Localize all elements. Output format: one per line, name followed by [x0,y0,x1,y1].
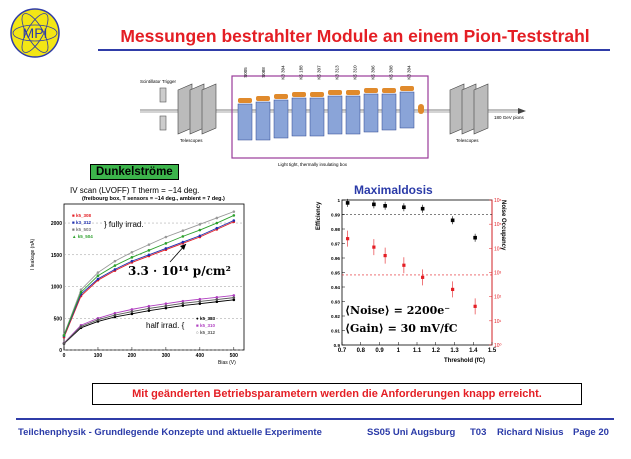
eff-xtick-label: 0.7 [337,348,347,354]
noise-point [421,276,424,279]
legend-entry: k5_310 [199,323,215,328]
iv-point-k5_312 [63,342,66,345]
iv-point-k5_312 [165,305,168,308]
telescopes-left-label: Telescopes [180,138,203,143]
telescopes-right-label: Telescopes [456,138,479,143]
box-label: Light tight, thermally insulating box [278,162,348,167]
eff-xtick-label: 0.8 [356,348,365,354]
eff-xtick-label: 0.9 [375,348,384,354]
iv-point-k3_312 [97,278,100,281]
iv-point-k5_312 [131,310,134,313]
module-label: K5 310 [352,65,358,80]
gain-label: ⟨Gain⟩ = 30 mV/fC [345,322,458,335]
iv-point-k5_383 [182,304,185,307]
iv-point-k5_383 [131,313,134,316]
footer-section: T03 [470,427,487,438]
iv-point-k5_312 [80,325,83,328]
efficiency-point [451,219,455,223]
iv-point-k5_312 [216,298,219,301]
noise-ytick-label: 10² [494,294,502,301]
iv-xtick-label: 100 [93,353,103,359]
legend-entry: k3_312 [75,220,91,225]
noise-point [474,305,477,308]
iv-point-k5_503 [216,217,219,220]
iv-point-k5_503 [80,288,83,291]
iv-xtick-label: 300 [161,353,171,359]
eff-ytick-label: 0.99 [331,212,340,218]
module-label: K5 306 [370,65,376,80]
eff-xtick-label: 1.5 [487,348,497,354]
legend-marker: ■ [196,323,200,328]
iv-point-k5_503 [114,260,117,263]
iv-legend-bottom [196,315,215,336]
noise-point [384,254,387,257]
iv-point-k5_503 [199,223,202,226]
noise-label: ⟨Noise⟩ = 2200e⁻ [345,304,451,317]
mpi-logo [8,6,62,60]
iv-point-k5_504 [114,264,117,267]
legend-entry: k5_504 [77,234,93,239]
module-label: K5 188 [298,65,304,80]
page-title: Messungen bestrahlter Module an einem Pion-Teststrahl [120,26,590,46]
module-label: K5 308 [388,65,394,80]
module-label: S088 [260,67,266,78]
iv-point-k3_312 [182,241,185,244]
iv-point-k5_504 [63,334,66,337]
iv-point-k5_310 [165,302,168,305]
efficiency-point [383,204,387,208]
iv-point-k5_310 [233,294,236,297]
beam-label: 180 GeV pions [494,115,524,120]
noise-occupancy-ylabel: Noise Occupancy [500,200,506,251]
iv-point-k5_310 [199,298,202,301]
eff-ytick-label: 0.97 [331,241,340,247]
setup-diagram [120,58,540,176]
iv-point-k5_312 [148,307,151,310]
dunkelstroeme-label: Dunkelströme [90,164,179,180]
legend-marker: ■ [72,213,76,218]
module-label: K3 313 [334,65,340,80]
legend-marker: ○ [196,330,200,335]
iv-point-k5_312 [233,296,236,299]
footer-course: Teilchenphysik - Grundlegende Konzepte und aktuelle Experimente [18,427,322,438]
iv-point-k5_504 [182,235,185,238]
trigger-label: Scintillator Trigger [140,79,177,84]
half-irrad-label: half irrad. { [146,321,185,330]
threshold-xlabel: Threshold (fC) [444,358,485,364]
iv-ytick-label: 1000 [50,284,62,291]
module-label: S005 [242,67,248,78]
efficiency-point [473,236,477,240]
iv-legend-top [72,212,93,240]
legend-marker: ▲ [72,234,78,239]
eff-ytick-label: 0.94 [331,284,340,290]
iv-point-k5_503 [131,251,134,254]
efficiency-point [346,201,350,205]
logo-text: MPI [22,25,48,41]
iv-point-k5_504 [216,222,219,225]
legend-marker: ■ [72,227,76,232]
legend-entry: k5_503 [75,227,91,232]
iv-xtick-label: 400 [195,353,205,359]
noise-ytick-label: 10⁵ [494,222,502,229]
module-label: K5 307 [316,65,322,80]
eff-ytick-label: 0.92 [331,313,340,319]
iv-xlabel: Bias (V) [218,360,236,366]
iv-point-k5_504 [97,274,100,277]
eff-ytick-label: 0.93 [331,299,340,305]
module-label: K3 304 [406,65,412,80]
footer-term: SS05 Uni Augsburg [367,427,456,438]
iv-ytick-label: 0 [59,348,62,354]
iv-point-k5_383 [148,309,151,312]
iv-point-k5_383 [199,302,202,305]
noise-ytick-label: 10⁴ [494,246,502,253]
legend-marker: ■ [72,220,76,225]
iv-ylabel: I leakage (nA) [30,238,36,270]
iv-point-k5_503 [233,210,236,213]
iv-xtick-label: 200 [127,353,137,359]
module-label: K3 304 [280,65,286,80]
iv-ytick-label: 1500 [50,252,62,259]
iv-point-k5_310 [148,305,151,308]
iv-point-k5_310 [182,300,185,303]
eff-ytick-label: 0.96 [331,255,340,261]
module-labels [240,60,430,84]
iv-plot-subtitle: (freibourg box, T sensors = −14 deg., ambient = 7 deg.) [82,196,225,202]
legend-marker: ● [196,316,200,321]
eff-ytick-label: 0.91 [331,328,340,334]
legend-entry: k5_312 [199,330,215,335]
eff-ytick-label: 0.95 [331,270,340,276]
efficiency-point [421,207,425,211]
iv-point-k5_312 [182,302,185,305]
noise-ytick-label: 10⁰ [494,343,502,349]
iv-plot-title: IV scan (LVOFF) T therm = −14 deg. [70,186,200,195]
iv-point-k5_504 [80,291,83,294]
iv-point-k3_312 [199,234,202,237]
noise-ytick-label: 10³ [494,270,502,277]
noise-point [402,264,405,267]
iv-point-k5_503 [97,271,100,274]
efficiency-point [372,203,376,207]
iv-ytick-label: 500 [53,316,62,323]
eff-ytick-label: 0.9 [333,342,340,348]
iv-point-k3_312 [148,253,151,256]
legend-entry: k5_383 [199,316,215,321]
legend-entry: k5_308 [75,213,91,218]
iv-point-k3_312 [131,260,134,263]
iv-point-k5_310 [131,308,134,311]
iv-point-k5_503 [148,243,151,246]
title-rule [98,49,610,51]
iv-point-k5_312 [199,300,202,303]
eff-xtick-label: 1.4 [469,348,478,354]
iv-point-k5_383 [233,299,236,302]
iv-point-k5_312 [97,319,100,322]
noise-point [372,246,375,249]
bottom-note: Mit geänderten Betriebsparametern werden die Anforderungen knapp erreicht. [92,383,582,405]
iv-point-k3_312 [114,268,117,271]
iv-ytick-label: 2000 [50,221,62,228]
fully-irrad-label: } fully irrad. [104,220,144,229]
iv-point-k3_312 [216,227,219,230]
iv-point-k5_504 [165,242,168,245]
iv-point-k5_504 [199,229,202,232]
iv-point-k5_504 [233,214,236,217]
iv-xtick-label: 500 [229,353,238,359]
fluence-label: 3.3 · 10¹⁴ p/cm² [128,264,231,278]
iv-point-k5_504 [131,256,134,259]
maximaldosis-title: Maximaldosis [354,183,433,197]
eff-xtick-label: 1.1 [412,348,422,354]
eff-xtick-label: 1 [396,348,400,354]
iv-point-k3_312 [165,247,168,250]
iv-point-k5_383 [216,300,219,303]
eff-ytick-label: 0.98 [331,226,340,232]
footer-author: Richard Nisius [497,427,564,438]
noise-ytick-label: 10⁶ [494,198,502,204]
noise-point [346,237,349,240]
efficiency-point [402,205,406,209]
eff-xtick-label: 1.3 [450,348,459,354]
efficiency-ylabel: Efficiency [316,201,322,230]
footer-rule [16,418,614,420]
eff-ytick-label: 1 [337,197,340,203]
iv-point-k5_312 [114,314,117,317]
iv-point-k5_504 [148,249,151,252]
iv-point-k5_383 [165,307,168,310]
iv-point-k5_503 [165,236,168,239]
footer-page: Page 20 [573,427,609,438]
iv-point-k5_310 [216,296,219,299]
eff-xtick-label: 1.2 [431,348,440,354]
noise-ytick-label: 10¹ [494,318,502,325]
iv-point-k5_503 [182,229,185,232]
iv-point-k3_312 [233,219,236,222]
noise-point [451,288,454,291]
iv-xtick-label: 0 [62,353,66,359]
